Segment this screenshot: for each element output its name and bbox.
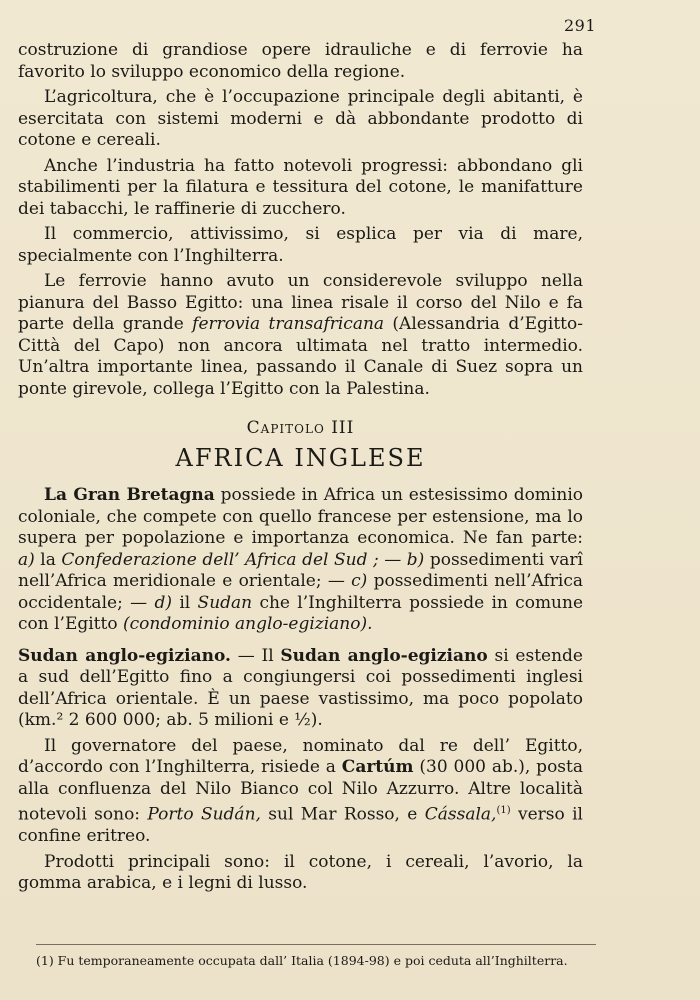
text-run: Il governatore del paese, nominato dal re dell’ Egitto, d’accordo con l’Inghilterra, risiede a [18,735,583,777]
italic-run: Cássala, [424,804,497,825]
footnote: (1) Fu temporaneamente occupata dall’ Italia (1894-98) e poi ceduta all’Inghilterra. [36,944,596,969]
text-run: (Alessandria d’Egitto-Città del Capo) non ancora ultimata nel tratto intermedio. Un’altra importante linea, passando il Canale di Suez sopra un ponte girevole, collega l’Egitto con la Palestina. [18,314,583,399]
text-run: la [34,549,62,570]
text-run: possiede in Africa un estesissimo dominio coloniale, che compete con quello francese per estensione, ma lo supera per popolazione e importanza economica. Ne fan parte: [18,485,583,548]
text-run: che l’Inghilterra possiede in comune con l’Egitto [18,592,584,634]
bold-run: Cartúm [341,757,414,777]
chapter-title: AFRICA INGLESE [175,443,426,472]
italic-run: (condominio anglo-egiziano). [122,614,373,634]
paragraph: Il commercio, attivissimo, si esplica per via di mare, specialmente con l’Inghilterra. [18,224,583,266]
text-run: possedimenti varî nell’Africa meridionale e orientale; [18,549,583,591]
chapter-label: Capitolo III [246,418,355,438]
text-run: possedimenti nell’Africa occidentale; [18,571,583,613]
section-heading: Sudan anglo-egiziano. [18,645,231,666]
list-mark: — b) [378,549,425,570]
italic-run: Sudan [197,592,253,613]
paragraph-sudan [18,646,583,732]
paragraph: costruzione di grandiose opere idrauliche e di ferrovie ha favorito lo sviluppo economico della regione. [18,40,583,82]
footnote-ref: (1) [496,805,511,816]
text-run: il [172,592,198,613]
list-mark: a) [18,549,35,570]
list-mark: — d) [130,592,172,613]
italic-run: Porto Sudán, [147,804,261,825]
italic-run: Confederazione dell’ Africa del Sud ; [61,549,379,570]
main-text [18,40,583,899]
text-run: si estende a sud dell’Egitto fino a congiungersi coi possedimenti inglesi dell’Africa orientale. È un paese vastissimo, ma poco popolato (km.² 2 600 000; ab. 5 milioni e ½). [18,645,583,730]
paragraph: L’agricoltura, che è l’occupazione principale degli abitanti, è esercitata con sistemi moderni e dà abbondante prodotto di cotone e cereali. [18,87,583,150]
paragraph: Anche l’industria ha fatto notevoli progressi: abbondano gli stabilimenti per la filatura e tessitura del cotone, le manifatture dei tabacchi, le raffinerie di zucchero. [18,155,583,219]
paragraph-railways [18,271,583,400]
italic-run: ferrovia transafricana [192,314,385,334]
paragraph-governatore [18,736,583,848]
bold-run: Sudan anglo-egiziano [280,645,488,666]
paragraph-prodotti: Prodotti principali sono: il cotone, i cereali, l’avorio, la gomma arabica, e i legni di lusso. [18,851,583,894]
list-mark: — c) [327,571,368,591]
text-run: verso il confine eritreo. [18,804,583,847]
paragraph-gran-bretagna [18,485,583,636]
text-run: sul Mar Rosso, e [260,804,425,825]
text-run: (30 000 ab.), posta alla confluenza del Nilo Bianco col Nilo Azzurro. Altre località notevoli sono: [18,757,583,825]
text-run: Le ferrovie hanno avuto un considerevole sviluppo nella pianura del Basso Egitto: una linea risale il corso del Nilo e fa parte della grande [18,271,583,334]
bold-run: La Gran Bretagna [44,485,215,505]
text-run: — Il [230,645,281,666]
page-number: 291 [563,16,596,35]
